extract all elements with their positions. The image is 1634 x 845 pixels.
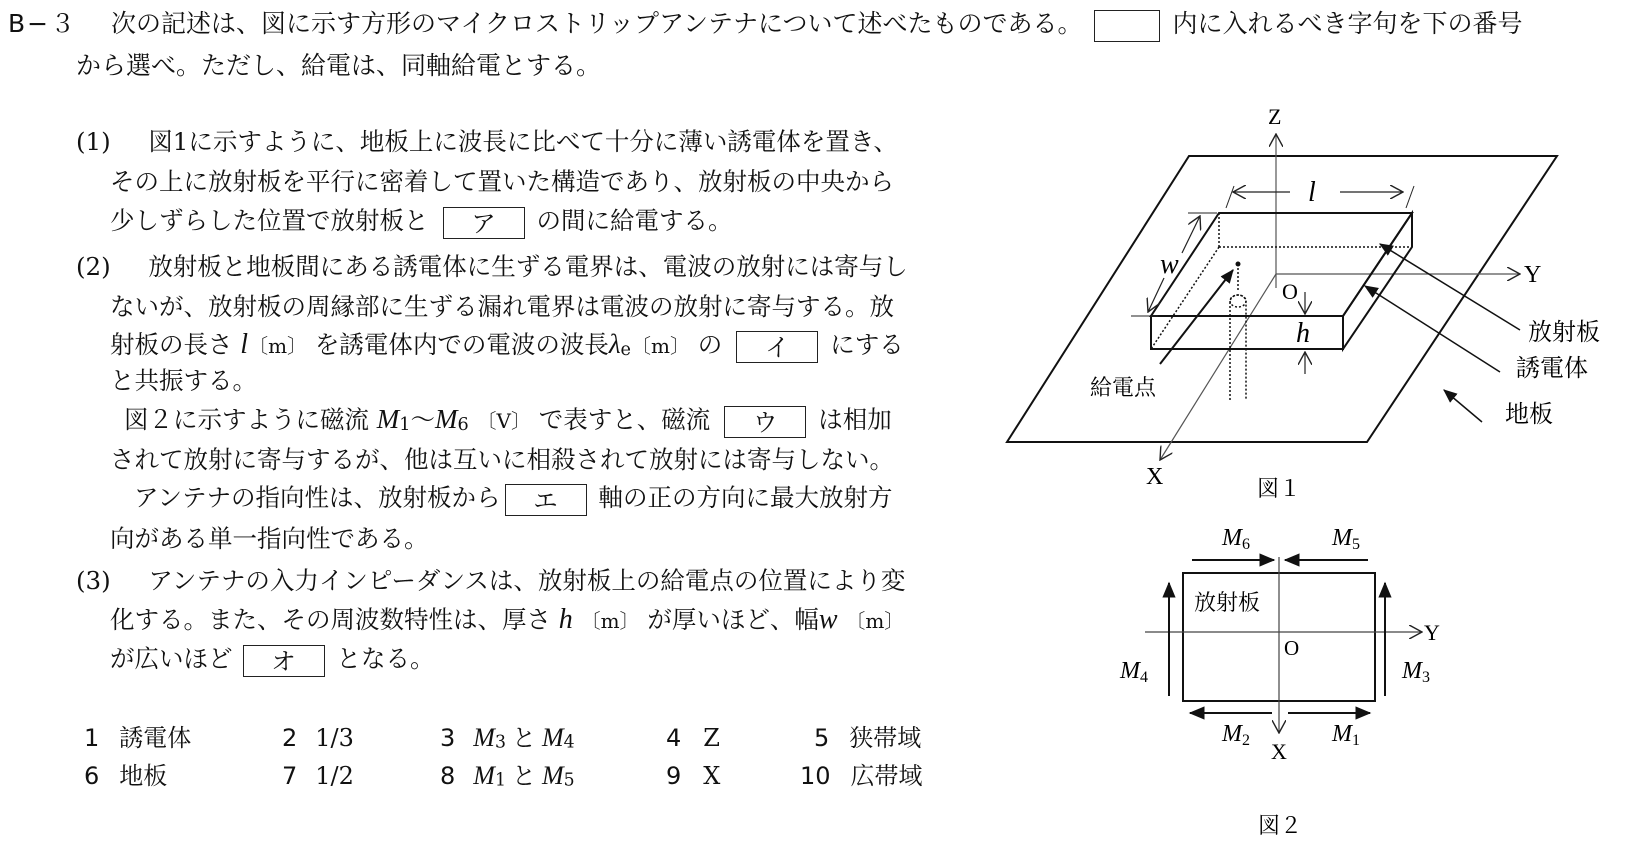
ground-callout-arrow [1444,390,1482,422]
blank-i: イ [736,331,818,363]
p3-line2 [110,602,904,639]
p2-line5 [124,401,892,443]
m4-label: M4 [1120,658,1148,686]
unit: 〔m〕 [248,334,308,358]
choice-number: 1 [84,724,100,752]
p1-line2: その上に放射板を平行に密着して置いた構造であり、放射板の中央から [110,167,894,196]
choice-number: 6 [84,762,100,790]
p1-line1 [76,124,898,160]
p2-text: は相加 [818,405,892,434]
choice-number: 9 [666,762,682,790]
p2-text: を誘電体内での電波の波長 [314,330,609,359]
var-m-sub: 5 [563,770,575,791]
p2-line3 [110,326,904,368]
p1-text: の間に給電する。 [536,206,733,235]
origin-label: O [1284,636,1300,660]
x-axis-label: X [1146,464,1164,490]
p1-line3 [110,203,733,239]
p3-text: となる。 [336,644,435,673]
unit: 〔m〕 [845,609,905,633]
blank-example-box [1094,10,1160,42]
question-stem-line1 [8,6,1522,42]
p2-line6: されて放射に寄与するが、他は互いに相殺されて放射には寄与しない。 [110,445,894,474]
choice-text: 狭帯域 [849,724,922,752]
x-axis-label: X [1271,739,1287,764]
blank-u: ウ [724,406,806,438]
choice-text: 1/3 [315,724,354,752]
choice-number: 7 [282,762,298,790]
y-axis-label: Y [1524,262,1542,288]
origin-label: O [1282,279,1298,304]
var-m-sub: 6 [457,414,469,435]
var-m: M [541,723,564,752]
choice-1 [84,720,191,756]
p3-text: が厚いほど、幅 [647,605,819,634]
var-m-sub: 1 [399,414,411,435]
unit: 〔m〕 [630,334,690,358]
figure-1-diagram [1000,90,1634,510]
p2-text: 放射板と地板間にある誘電体に生ずる電界は、電波の放射には寄与し [148,252,908,281]
var-h: h [558,604,573,635]
choice-text: X [703,762,721,790]
dielectric-label: 誘電体 [1516,356,1588,382]
choice-number: 2 [282,724,298,752]
var-m: M [376,404,400,434]
choice-10 [800,758,923,794]
dim-w-label: w [1160,249,1179,280]
p2-line4: と共振する。 [110,366,257,395]
choice-number: 4 [666,724,682,752]
p2-text: の [697,330,723,359]
choice-7 [282,758,354,794]
var-l: l [240,329,249,360]
blank-o: オ [243,645,325,677]
x-axis [1160,274,1276,460]
feed-point-label: 給電点 [1090,375,1157,400]
p2-line2: ないが、放射板の周縁部に生ずる漏れ電界は電波の放射に寄与する。放 [110,292,894,321]
var-m: M [473,723,495,752]
p3-line1 [76,563,905,599]
var-m-sub: 1 [494,770,506,791]
p2-line8: 向がある単一指向性である。 [110,524,429,553]
choice-2 [282,720,354,756]
radiator-label: 放射板 [1194,590,1261,615]
p3-label: (3) [76,566,111,595]
p2-text: 射板の長さ [110,330,233,359]
blank-e: エ [505,484,587,516]
p2-text: にする [830,330,904,359]
choice-text: 広帯域 [850,762,923,790]
p2-text: 図２に示すように磁流 [124,405,369,434]
var-m: M [541,761,564,790]
choice-9 [666,758,720,794]
choice-text: Z [703,724,720,752]
choice-text: 誘電体 [119,724,192,752]
p2-text: アンテナの指向性は、放射板から [134,483,501,512]
var-m-sub: 4 [563,732,575,753]
choice-number: 3 [440,724,456,752]
choice-6 [84,758,167,794]
p3-line3 [110,641,435,677]
question-number: B−３ [8,9,78,38]
figure-2-diagram [1110,515,1490,845]
p3-text: アンテナの入力インピーダンスは、放射板上の給電点の位置により変 [148,566,906,595]
var-m-sub: 3 [494,732,506,753]
tilde: ～ [410,405,436,434]
choice-text: 1/2 [315,762,354,790]
var-lambda: λ [608,329,621,359]
p1-text: 図1に示すように、地板上に波長に比べて十分に薄い誘電体を置き、 [148,127,898,156]
radiator-label: 放射板 [1528,320,1600,346]
question-stem-line2: から選べ。ただし、給電は、同軸給電とする。 [76,51,602,80]
z-axis-label: Z [1268,104,1282,129]
p2-line7 [134,480,893,516]
conj: と [511,762,536,790]
dim-l-label: l [1308,177,1316,208]
p2-text: で表すと、磁流 [538,405,711,434]
choice-number: 5 [814,724,830,752]
coax-feed-line [1230,295,1246,400]
figure-2-caption: 図２ [1258,813,1303,838]
choice-3 [440,720,575,761]
choice-number: 8 [440,762,456,790]
ground-label: 地板 [1505,402,1553,428]
choice-8 [440,758,575,799]
var-lambda-sub: e [620,339,631,360]
m3-label: M3 [1402,658,1430,686]
stem-text: 次の記述は、図に示す方形のマイクロストリップアンテナについて述べたものである。 [111,9,1083,38]
dielectric-side-face [1343,213,1412,349]
m6-label: M6 [1222,525,1250,553]
p3-text: 化する。また、その周波数特性は、厚さ [110,605,551,634]
stem-text-after: 内に入れるべき字句を下の番号 [1172,9,1523,38]
p2-text: 軸の正の方向に最大放射方 [598,483,893,512]
m1-label: M1 [1332,721,1360,749]
dielectric-callout-arrow [1365,286,1500,372]
choice-5 [814,720,921,756]
m5-label: M5 [1332,525,1360,553]
p1-label: (1) [76,127,111,156]
p1-text: 少しずらした位置で放射板と [110,206,429,235]
var-w: w [818,604,838,635]
p3-text: が広いほど [110,644,233,673]
figure-1-caption: 図１ [1257,476,1302,501]
dim-h-label: h [1296,318,1310,349]
m2-label: M2 [1222,721,1250,749]
unit: 〔V〕 [476,409,531,433]
blank-a: ア [443,207,525,239]
choice-4 [666,720,720,756]
var-m: M [435,404,458,434]
var-m: M [473,761,495,790]
p2-line1 [76,249,908,285]
choice-number: 10 [800,762,831,790]
conj: と [511,724,536,752]
unit: 〔m〕 [580,609,640,633]
p2-label: (2) [76,252,111,281]
choice-text: 地板 [119,762,168,790]
y-axis-label: Y [1424,620,1440,645]
